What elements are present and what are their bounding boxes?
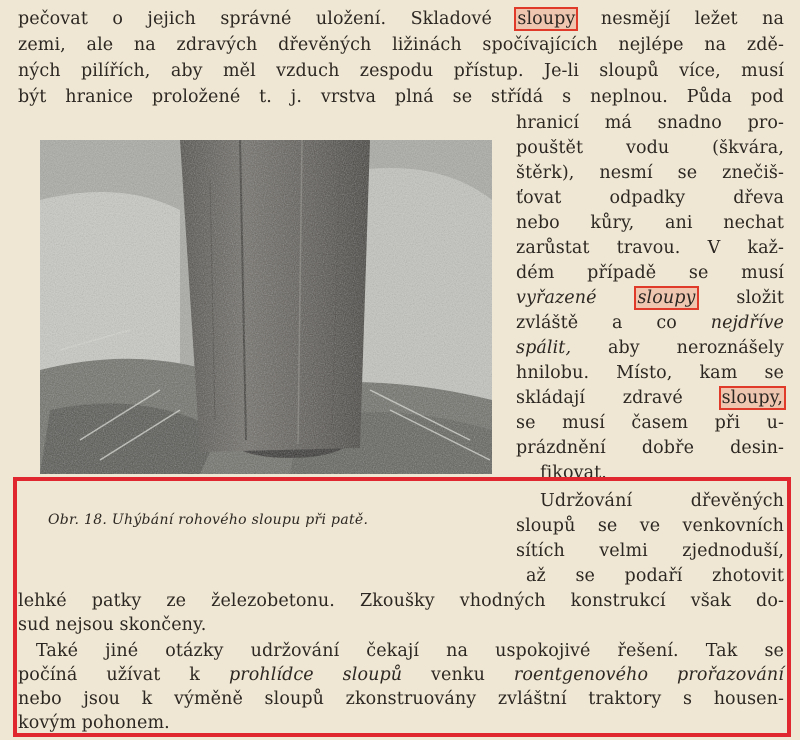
text-line: kovým pohonem. bbox=[18, 713, 170, 733]
highlight-term: sloupy bbox=[637, 288, 696, 308]
text-line: sloupů se ve venkovních bbox=[516, 516, 784, 536]
text-line: hranicí má snadno pro- bbox=[516, 113, 784, 133]
text-line: Udržování dřevěných bbox=[540, 491, 784, 511]
figure-photo bbox=[40, 140, 492, 474]
text-line: lehké patky ze železobetonu. Zkoušky vhodných konstrukcí však do- bbox=[18, 591, 784, 611]
text-line: sítích velmi zjednoduší, bbox=[516, 541, 784, 561]
text-line: počíná užívat k prohlídce sloupů venku roentgenového prořazování bbox=[18, 665, 784, 685]
text-line: dém případě se musí bbox=[516, 263, 784, 283]
text-line: fikovat. bbox=[540, 463, 607, 483]
text-line: být hranice proložené t. j. vrstva plná se střídá s neplnou. Půda pod bbox=[18, 87, 784, 107]
text-line: zarůstat travou. V kaž- bbox=[516, 238, 784, 258]
text-line: ťovat odpadky dřeva bbox=[516, 188, 784, 208]
text-line: prázdnění dobře desin- bbox=[516, 438, 784, 458]
text-line: pouštět vodu (škvára, bbox=[516, 138, 784, 158]
text-line: nebo jsou k výměně sloupů zkonstruovány zvláštní traktory s housen- bbox=[18, 689, 784, 709]
figure-caption: Obr. 18. Uhýbání rohového sloupu při patě. bbox=[48, 512, 369, 528]
text-line: pečovat o jejich správné uložení. Skladové sloupy nesmějí ležet na bbox=[18, 9, 784, 29]
text-line: Také jiné otázky udržování čekají na uspokojivé řešení. Tak se bbox=[36, 641, 784, 661]
text-line: skládají zdravé sloupy, bbox=[516, 388, 783, 408]
text-line: se musí časem při u- bbox=[516, 413, 784, 433]
text-line: hnilobu. Místo, kam se bbox=[516, 363, 784, 383]
highlight-term: sloupy bbox=[517, 9, 576, 29]
text-line: nebo kůry, ani nechat bbox=[516, 213, 784, 233]
text-line: vyřazené sloupy složit bbox=[516, 288, 784, 308]
text-line: spálit, aby neroznášely bbox=[516, 338, 784, 358]
text-line: štěrk), nesmí se znečiš- bbox=[516, 163, 784, 183]
text-line: zemi, ale na zdravých dřevěných ližinách spočívajících nejlépe na zdě- bbox=[18, 35, 784, 55]
pole-photo-image bbox=[40, 140, 492, 474]
text-line: až se podaří zhotovit bbox=[526, 566, 784, 586]
text-line: sud nejsou skončeny. bbox=[18, 615, 207, 635]
text-line: ných pilířích, aby měl vzduch zespodu přístup. Je-li sloupů více, musí bbox=[18, 61, 784, 81]
text-line: zvláště a co nejdříve bbox=[516, 313, 784, 333]
highlight-term: sloupy, bbox=[721, 388, 783, 408]
